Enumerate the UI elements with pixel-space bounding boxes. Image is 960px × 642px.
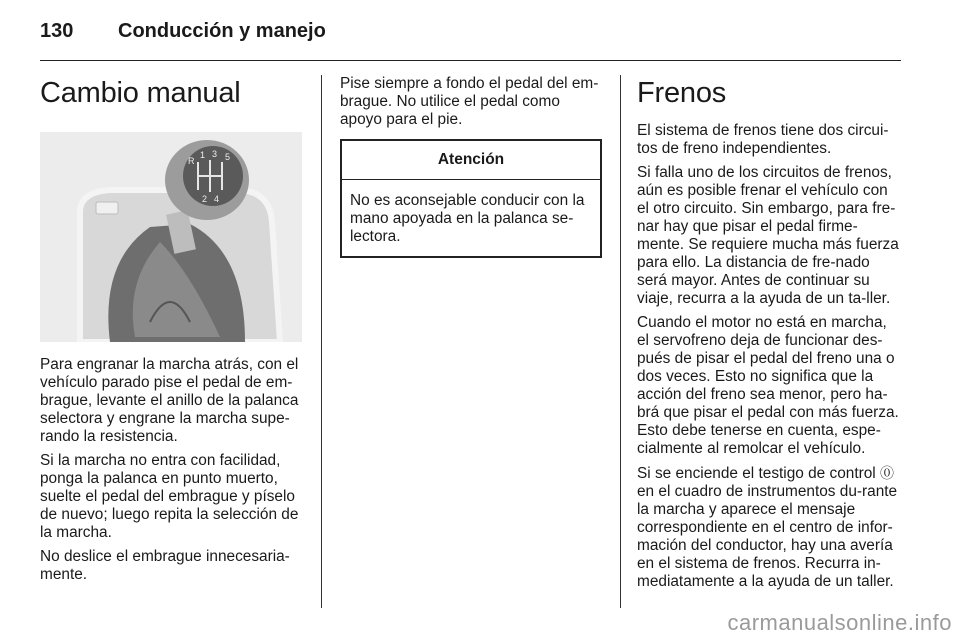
- paragraph-gear-not-engaging: Si la marcha no entra con facilidad, ponga la palanca en punto muerto, suelte el pedal del embrague y píselo de nuevo; luego repita la selección de la marcha.: [40, 452, 299, 541]
- warning-text-after: en el cuadro de instrumentos du-rante la marcha y aparece el mensaje correspondiente en el centro de infor-mación del conductor, hay una avería en el sistema de frenos. Recurra in-mediatamente a la ayuda de un taller.: [637, 483, 898, 590]
- watermark: carmanualsonline.info: [727, 610, 952, 635]
- paragraph-servo-brake: Cuando el motor no está en marcha, el servofreno deja de funcionar des-pués de pisar el pedal del freno una o dos veces. Esto no significa que la acción del freno sea menor, pero ha-brá que pisar el pedal con más fuerza. Esto debe tenerse en cuenta, espe-cialmente al remolcar el vehículo.: [637, 314, 899, 457]
- knob-label-1: 1: [200, 150, 206, 160]
- header-rule: [40, 60, 901, 61]
- knob-label-2: 2: [202, 194, 208, 204]
- notice-body: [342, 180, 600, 256]
- column-clutch-notes: [340, 75, 602, 258]
- attention-notice: [340, 139, 602, 258]
- page-header: [40, 20, 920, 60]
- paragraph-brake-circuits: El sistema de frenos tiene dos circui-tos de freno independientes.: [637, 122, 889, 157]
- knob-label-r: R: [188, 156, 195, 166]
- paragraph-reverse-gear: Para engranar la marcha atrás, con el vehículo parado pise el pedal de em-brague, levante el anillo de la palanca selectora y engrane la marcha supe-rando la resistencia.: [40, 356, 299, 445]
- paragraph-circuit-failure: Si falla uno de los circuitos de frenos, aún es posible frenar el vehículo con el otro circuito. Sin embargo, para fre-nar hay que pisar el pedal firme-mente. Se requiere mucha más fuerza para ello. La distancia de fre-nado será mayor. Antes de continuar su viaje, recurra a la ayuda de un ta-ller.: [637, 164, 899, 307]
- knob-label-4: 4: [214, 194, 220, 204]
- paragraph-warning-light: [637, 464, 903, 591]
- notice-text: No es aconsejable conducir con la mano apoyada en la palanca se-lectora.: [350, 192, 585, 245]
- warning-text-before: Si se enciende el testigo de control: [637, 465, 876, 482]
- gear-lever-illustration: [40, 132, 302, 342]
- paragraph-clutch-pedal: Pise siempre a fondo el pedal del em-brague. No utilice el pedal como apoyo para el pie.: [340, 75, 599, 128]
- column-brakes: [637, 75, 903, 591]
- knob-label-3: 3: [212, 149, 218, 159]
- notice-title: Atención: [342, 141, 600, 180]
- column-divider-2: [620, 75, 621, 608]
- section-heading-brakes: Frenos: [637, 77, 727, 109]
- column-divider-1: [321, 75, 322, 608]
- chapter-title: Conducción y manejo: [118, 20, 326, 42]
- knob-label-5: 5: [225, 152, 231, 162]
- section-heading-manual: Cambio manual: [40, 77, 241, 109]
- paragraph-clutch-slip: No deslice el embrague innecesaria-mente.: [40, 548, 290, 583]
- page-number: 130: [40, 20, 74, 42]
- brake-warning-icon: ⓪: [880, 465, 894, 481]
- column-manual-transmission: [40, 75, 304, 584]
- gear-lever-drawing: [40, 132, 302, 342]
